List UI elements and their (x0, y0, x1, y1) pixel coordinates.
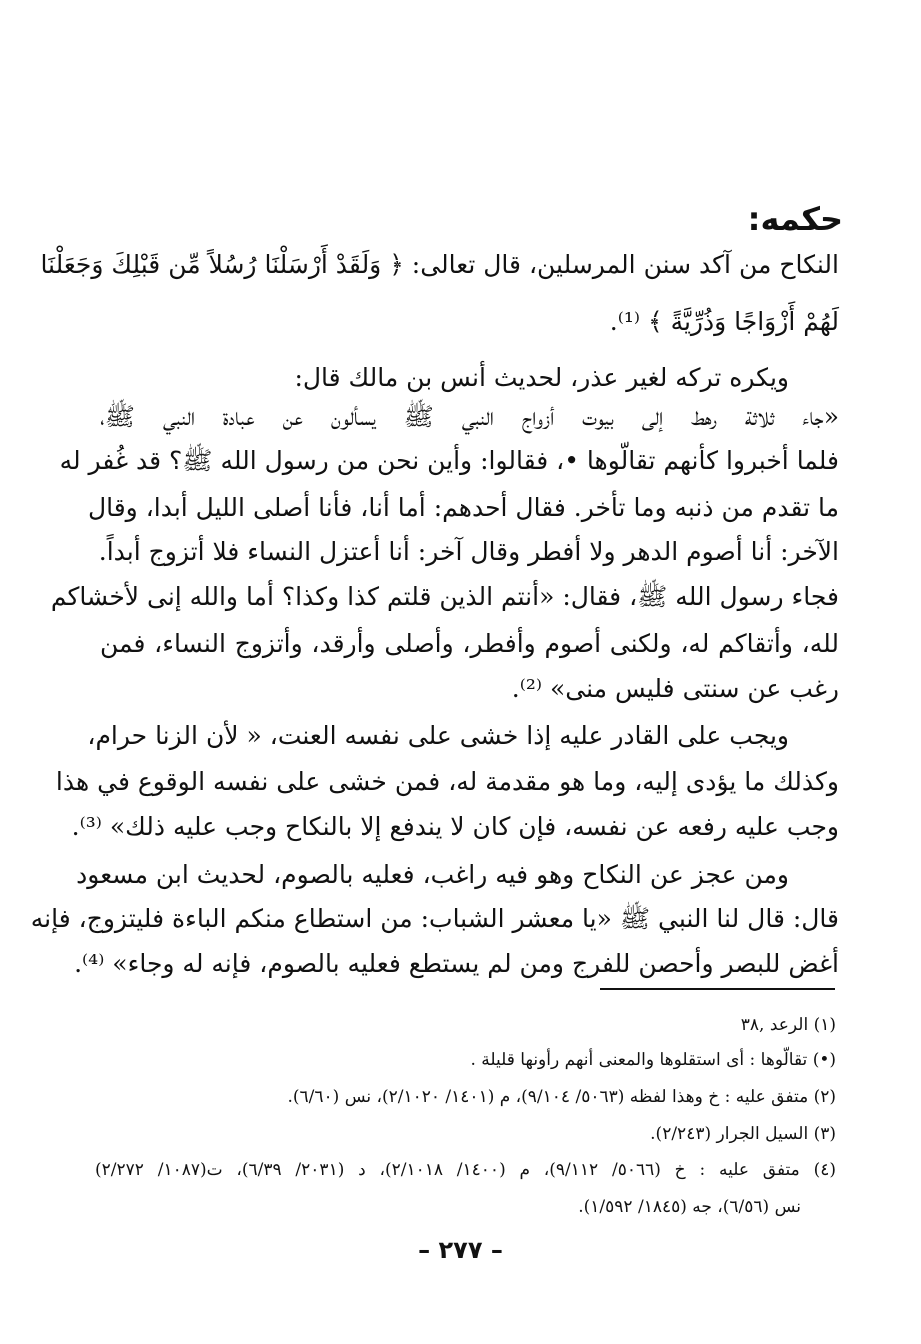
body-line: أغض للبصر وأحصن للفرج ومن لم يستطع فعليه بالصوم، فإنه له وجاء» ⁽⁴⁾. (74, 949, 839, 978)
section-heading: حكمه: (747, 200, 843, 238)
body-line: فجاء رسول الله ﷺ، فقال: «أنتم الذين قلتم كذا وكذا؟ أما والله إنى لأخشاكم (50, 582, 839, 611)
footnote: نس (٦/٥٦)، جه (١٨٤٥/ ١/٥٩٢). (578, 1197, 801, 1217)
page-number: – ٢٧٧ – (418, 1236, 503, 1264)
body-line: فلما أخبروا كأنهم تقالّوها •، فقالوا: وأين نحن من رسول الله ﷺ؟ قد غُفر له (59, 446, 839, 475)
body-line: وجب عليه رفعه عن نفسه، فإن كان لا يندفع إلا بالنكاح وجب عليه ذلك» ⁽³⁾. (71, 812, 839, 841)
body-line: لَهُمْ أَزْوَاجًا وَذُرِّيَّةً ﴾ ⁽¹⁾. (609, 307, 839, 336)
body-line: ما تقدم من ذنبه وما تأخر. فقال أحدهم: أما أنا، فأنا أصلى الليل أبدا، وقال (87, 493, 839, 522)
footnote-separator (600, 988, 835, 990)
footnote: (•) تقالّوها : أى استقلوها والمعنى أنهم رأونها قليلة . (470, 1050, 836, 1070)
body-line: رغب عن سنتى فليس منى» ⁽²⁾. (511, 674, 839, 703)
body-line: ويكره تركه لغير عذر، لحديث أنس بن مالك قال: (294, 363, 789, 392)
body-line: النكاح من آكد سنن المرسلين، قال تعالى: ﴿ وَلَقَدْ أَرْسَلْنَا رُسُلاً مِّن قَبْلِكَ وَجَعَلْنَا (40, 250, 839, 279)
body-line: وكذلك ما يؤدى إليه، وما هو مقدمة له، فمن خشى على نفسه الوقوع في هذا (55, 767, 839, 796)
footnote: (١) الرعد ,٣٨ (740, 1015, 836, 1035)
body-line: ويجب على القادر عليه إذا خشى على نفسه العنت، « لأن الزنا حرام، (87, 721, 789, 750)
body-line: الآخر: أنا أصوم الدهر ولا أفطر وقال آخر: أنا أعتزل النساء فلا أتزوج أبداً. (98, 537, 839, 566)
footnote: (٣) السيل الجرار (٢/٢٤٣). (650, 1124, 836, 1144)
footnote: (٢) متفق عليه : خ وهذا لفظه (٥٠٦٣/ ٩/١٠٤)، م (١٤٠١/ ٢/١٠٢٠)، نس (٦/٦٠). (287, 1087, 836, 1107)
body-line: ومن عجز عن النكاح وهو فيه راغب، فعليه بالصوم، لحديث ابن مسعود (76, 860, 789, 889)
footnote: (٤) متفق عليه : خ (٥٠٦٦/ ٩/١١٢)، م (١٤٠٠/ ٢/١٠١٨)، د (٢٠٣١/ ٦/٣٩)، ت(١٠٨٧/ ٢/٢٧٢) (95, 1160, 836, 1180)
body-line: قال: قال لنا النبي ﷺ «يا معشر الشباب: من استطاع منكم الباءة فليتزوج، فإنه (30, 904, 839, 933)
body-line: «جاء ثلاثة رهط إلى بيوت أزواج النبي ﷺ يسألون عن عبادة النبي ﷺ، (100, 402, 839, 431)
body-line: لله، وأتقاكم له، ولكنى أصوم وأفطر، وأصلى وأرقد، وأتزوج النساء، فمن (100, 629, 839, 658)
